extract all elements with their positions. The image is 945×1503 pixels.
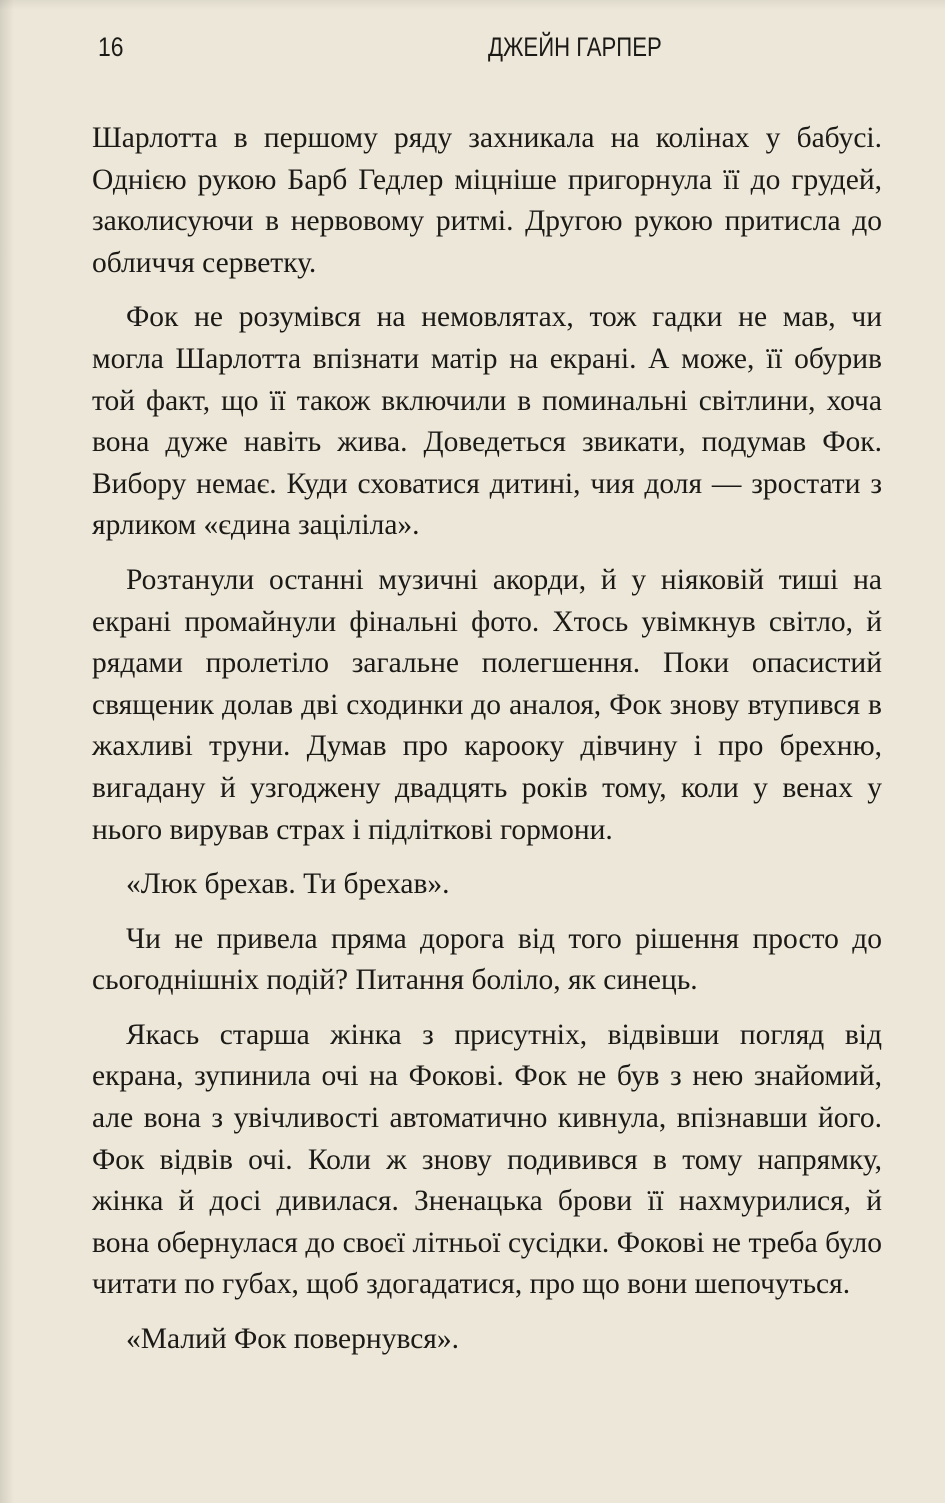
running-title: ДЖЕЙН ГАРПЕР xyxy=(488,32,662,62)
page-number: 16 xyxy=(98,32,124,62)
paragraph: Шарлотта в першому ряду захникала на колінах у бабусі. Однією рукою Барб Гедлер міцніше пригорнула її до грудей, заколисуючи в нервовому ритмі. Другою рукою притисла до обличчя серветку. xyxy=(92,122,882,279)
paragraph: Розтанули останні музичні акорди, й у ніяковій тиші на екрані промайнули фінальні фото. Хтось увімкнув світло, й рядами пролетіло загальне полегшення. Поки опасистий священик долав дві сходинки до аналоя, Фок знову втупився в жахливі труни. Думав про карооку дівчину і про брехню, вигадану й узгоджену двадцять років тому, коли у венах у нього вирував страх і підліткові гормони. xyxy=(92,563,882,846)
paragraph: «Люк брехав. Ти брехав». xyxy=(126,868,450,901)
paragraph: «Малий Фок повернувся». xyxy=(126,1323,459,1356)
page-header xyxy=(90,28,885,72)
body-text xyxy=(92,118,882,1361)
paragraph: Фок не розумівся на немовлятах, тож гадки не мав, чи могла Шарлотта впізнати матір на екрані. А може, її обурив той факт, що її також включили в поминальні світлини, хоча вона дуже навіть жива. Доведеться звикати, подумав Фок. Вибору немає. Куди сховатися дитині, чия доля — зростати з ярликом «єдина заціліла». xyxy=(92,301,882,542)
paragraph: Чи не привела пряма дорога від того рішення просто до сьогоднішніх подій? Питання боліло, як синець. xyxy=(92,922,882,997)
paragraph: Якась старша жінка з присутніх, відвівши погляд від екрана, зупинила очі на Фокові. Фок не був з нею знайомий, але вона з увічливості автоматично кивнула, впізнавши його. Фок відвів очі. Коли ж знову подивився в тому напрямку, жінка й досі дивилася. Зненацька брови її нахмурилися, й вона обернулася до своєї літньої сусідки. Фокові не треба було читати по губах, щоб здогадатися, про що вони шепочуться. xyxy=(92,1018,882,1301)
